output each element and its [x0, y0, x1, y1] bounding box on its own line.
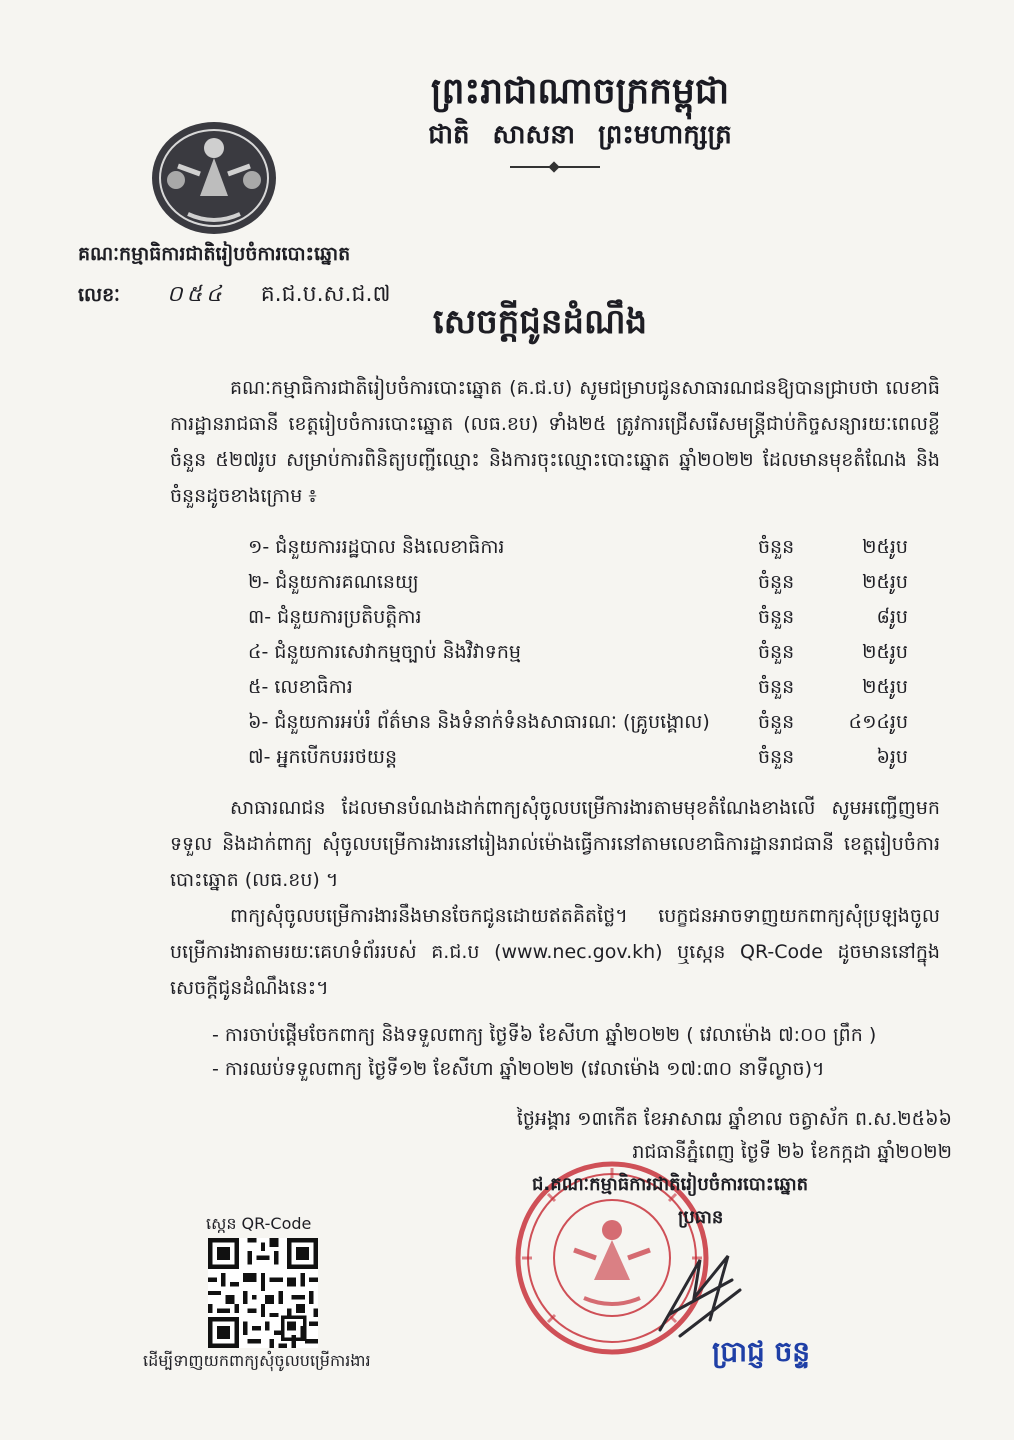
lunar-date: ថ្ងៃអង្គារ ១៣កើត ខែអាសាឍ ឆ្នាំខាល ចត្វាស័ក ព.ស.២៥៦៦ [516, 1108, 952, 1130]
nec-emblem-icon [148, 118, 280, 238]
qr-code-icon[interactable] [208, 1238, 318, 1348]
count-label: ចំនួន [758, 606, 795, 628]
kingdom-header: ព្រះរាជាណាចក្រកម្ពុជា [430, 71, 730, 112]
signature-icon [640, 1250, 750, 1340]
list-item [248, 670, 908, 705]
signer-organization: ជ.គណៈកម្មាធិការជាតិរៀបចំការបោះឆ្នោត [532, 1174, 809, 1195]
list-item [248, 530, 908, 565]
issuing-committee: គណៈកម្មាធិការជាតិរៀបចំការបោះឆ្នោត [78, 243, 351, 265]
count-label: ចំនួន [758, 571, 795, 593]
document-title: សេចក្ដីជូនដំណឹង [432, 302, 648, 342]
reference-number [78, 280, 391, 312]
download-paragraph: ពាក្យសុំចូលបម្រើការងារនឹងមានចែកជូនដោយឥតគិតថ្លៃ។ បេក្ខជនអាចទាញយកពាក្យសុំប្រឡងចូលបម្រើការងារតាមរយៈគេហទំព័ររបស់ គ.ជ.ប (www.nec.gov.kh) ឬស្កេន QR-Code ដូចមាននៅក្នុងសេចក្ដីជូនដំណឹងនេះ។ [170, 905, 940, 999]
position-name: ៧- អ្នកបើកបររថយន្ត [248, 746, 398, 768]
position-name: ៥- លេខាធិការ [248, 676, 353, 698]
position-name: ១- ជំនួយការរដ្ឋបាល និងលេខាធិការ [248, 536, 505, 558]
position-count: ២៥រូប [862, 676, 908, 698]
positions-list [248, 530, 908, 775]
intro-paragraph: គណៈកម្មាធិការជាតិរៀបចំការបោះឆ្នោត (គ.ជ.ប) សូមជម្រាបជូនសាធារណជនឱ្យបានជ្រាបថា លេខាធិការដ្ឋានរាជធានី ខេត្តរៀបចំការបោះឆ្នោត (លធ.ខប) ទាំង២៥ ត្រូវការជ្រើសរើសមន្ត្រីជាប់កិច្ចសន្យារយៈពេលខ្លីចំនួន ៥២៧រូប សម្រាប់ការពិនិត្យបញ្ជីឈ្មោះ និងការចុះឈ្មោះបោះឆ្នោត ឆ្នាំ២០២២ ដែលមានមុខតំណែង និងចំនួនដូចខាងក្រោម ៖ [170, 377, 940, 507]
reference-code: គ.ជ.ប.ស.ជ.៧ [260, 282, 391, 307]
position-count: ២៥រូប [862, 641, 908, 663]
position-name: ២- ជំនួយការគណនេយ្យ [248, 571, 419, 593]
reference-number-value: ០៥៤ [166, 282, 226, 307]
schedule-list [212, 1018, 876, 1086]
count-label: ចំនួន [758, 676, 795, 698]
list-item [248, 600, 908, 635]
position-count: ៨រូប [876, 606, 908, 628]
position-count: ៦រូប [876, 746, 908, 768]
position-name: ៦- ជំនួយការអប់រំ ព័ត៌មាន និងទំនាក់ទំនងសាធារណៈ (គ្រូបង្គោល) [248, 711, 710, 733]
count-label: ចំនួន [758, 641, 795, 663]
national-motto: ជាតិ សាសនា ព្រះមហាក្សត្រ [428, 120, 732, 150]
position-name: ៤- ជំនួយការសេវាកម្មច្បាប់ និងវិវាទកម្ម [248, 641, 521, 663]
solar-date: រាជធានីភ្នំពេញ ថ្ងៃទី ២៦ ខែកក្កដា ឆ្នាំ២០២២ [632, 1141, 952, 1163]
qr-caption: ដើម្បីទាញយកពាក្យសុំចូលបម្រើការងារ [143, 1351, 371, 1370]
qr-label: ស្កេន QR-Code [206, 1214, 312, 1233]
count-label: ចំនួន [758, 536, 795, 558]
list-item [248, 635, 908, 670]
list-item [248, 740, 908, 775]
reference-label: លេខៈ [78, 284, 120, 306]
header-divider [510, 166, 600, 168]
signer-name: ប្រាជ្ញ ចន្ទ [712, 1335, 811, 1368]
count-label: ចំនួន [758, 711, 795, 733]
position-count: ២៥រូប [862, 536, 908, 558]
schedule-start: - ការចាប់ផ្ដើមចែកពាក្យ និងទទួលពាក្យ ថ្ងៃទី៦ ខែសីហា ឆ្នាំ២០២២ ( វេលាម៉ោង ៧:០០ ព្រឹក ) [212, 1024, 877, 1046]
list-item [248, 705, 908, 740]
position-count: ២៥រូប [862, 571, 908, 593]
application-paragraph: សាធារណជន ដែលមានបំណងដាក់ពាក្យសុំចូលបម្រើការងារតាមមុខតំណែងខាងលើ សូមអញ្ជើញមកទទួល និងដាក់ពាក្យ សុំចូលបម្រើការងារនៅរៀងរាល់ម៉ោងធ្វើការនៅតាមលេខាធិការដ្ឋានរាជធានី ខេត្តរៀបចំការបោះឆ្នោត (លធ.ខប) ។ [170, 797, 940, 891]
schedule-end: - ការឈប់ទទួលពាក្យ ថ្ងៃទី១២ ខែសីហា ឆ្នាំ២០២២ (វេលាម៉ោង ១៧:៣០ នាទីល្ងាច)។ [212, 1058, 825, 1080]
count-label: ចំនួន [758, 746, 795, 768]
position-count: ៤១៤រូប [848, 711, 908, 733]
position-name: ៣- ជំនួយការប្រតិបត្តិការ [248, 606, 422, 628]
signer-title: ប្រធាន [678, 1207, 724, 1228]
list-item [248, 565, 908, 600]
